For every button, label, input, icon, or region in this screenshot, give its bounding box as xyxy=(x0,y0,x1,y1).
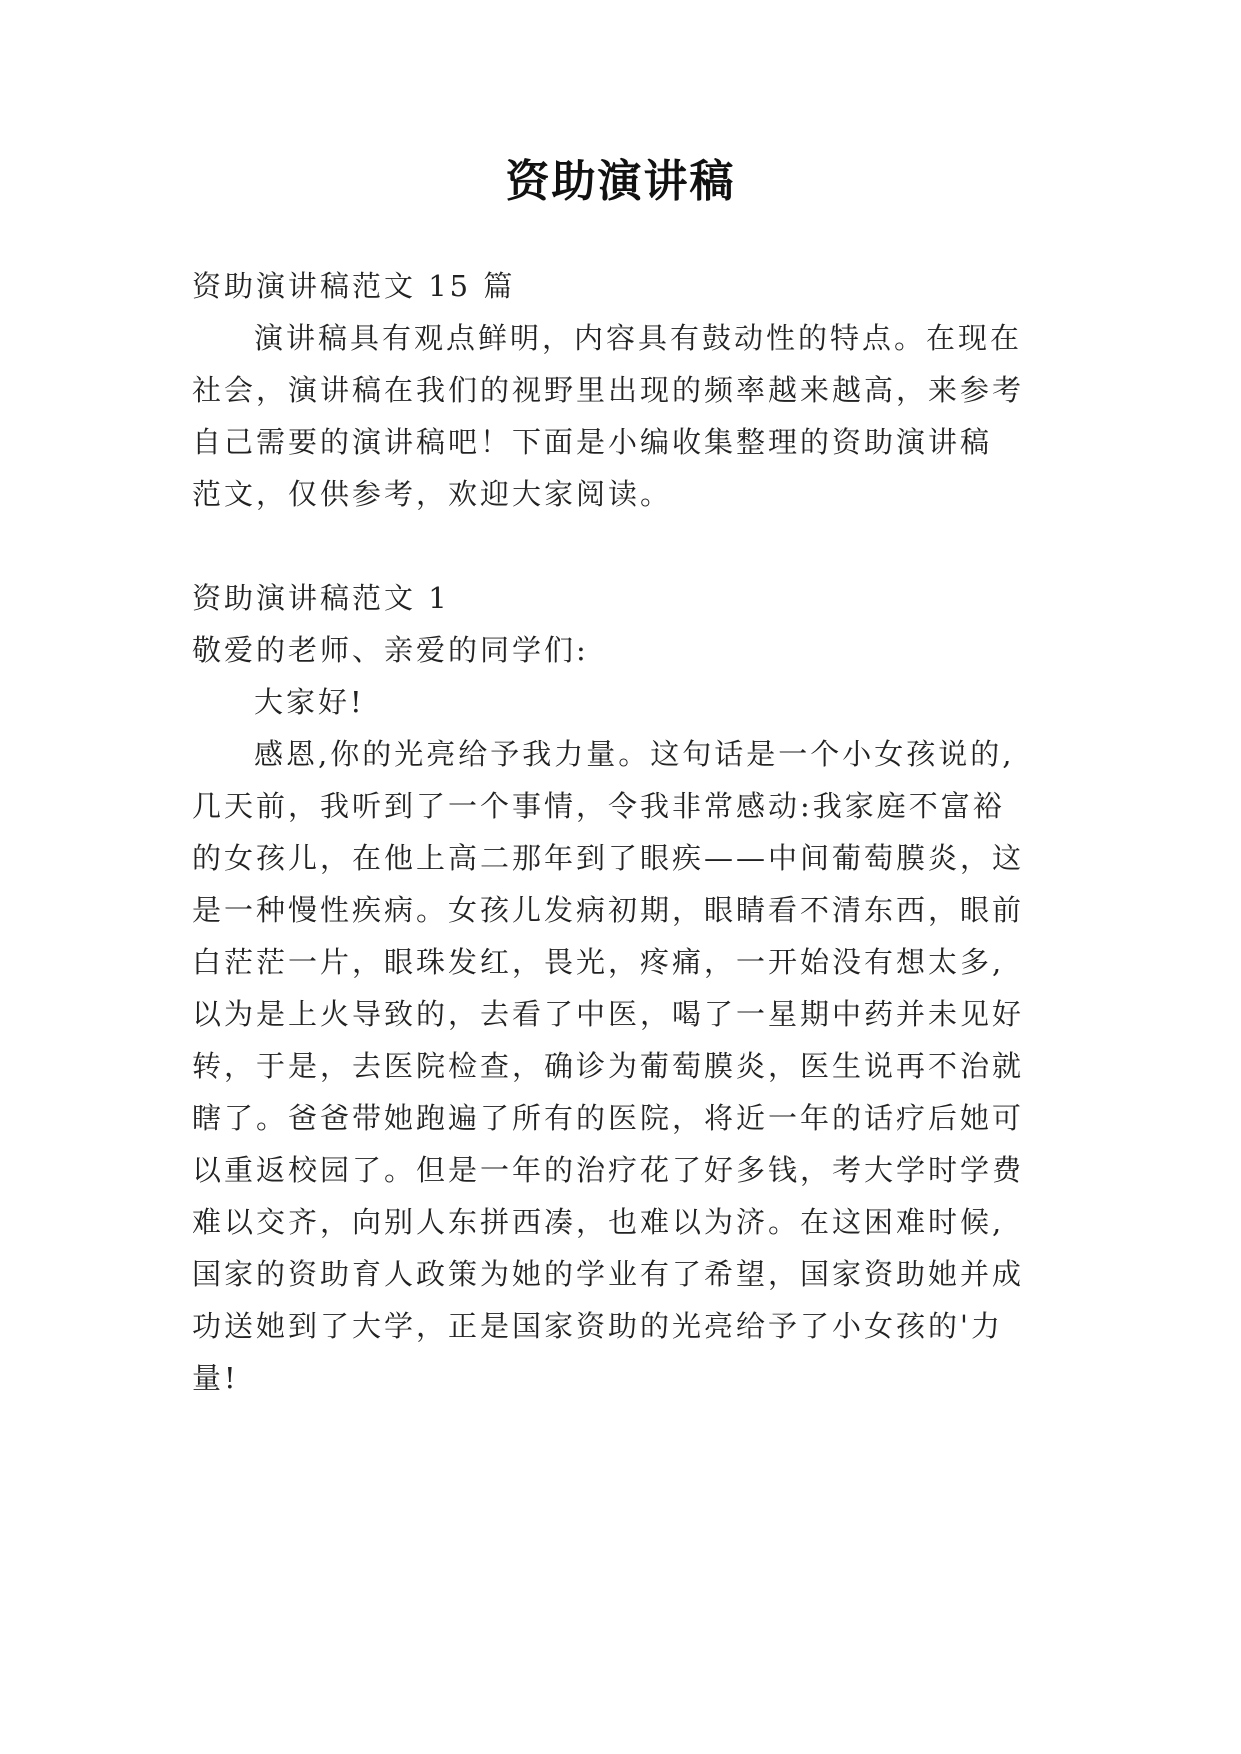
intro-line: 自己需要的演讲稿吧！下面是小编收集整理的资助演讲稿 xyxy=(192,425,993,459)
body-line: 国家的资助育人政策为她的学业有了希望，国家资助她并成 xyxy=(192,1257,1025,1291)
body-line: 的女孩儿，在他上高二那年到了眼疾——中间葡萄膜炎，这 xyxy=(192,841,1025,875)
body-line: 几天前，我听到了一个事情，令我非常感动:我家庭不富裕 xyxy=(192,789,1005,823)
body-line: 功送她到了大学，正是国家资助的光亮给予了小女孩的'力 xyxy=(192,1309,1003,1343)
body-line: 白茫茫一片，眼珠发红，畏光，疼痛，一开始没有想太多, xyxy=(192,945,1005,979)
intro-line: 演讲稿具有观点鲜明，内容具有鼓动性的特点。在现在 xyxy=(254,321,1023,355)
salutation: 敬爱的老师、亲爱的同学们: xyxy=(192,633,589,667)
intro-line: 社会，演讲稿在我们的视野里出现的频率越来越高，来参考 xyxy=(192,373,1025,407)
body-line: 以重返校园了。但是一年的治疗花了好多钱，考大学时学费 xyxy=(192,1153,1025,1187)
intro-line: 范文，仅供参考，欢迎大家阅读。 xyxy=(192,477,673,511)
section-heading: 资助演讲稿范文 1 xyxy=(192,581,450,615)
document-title: 资助演讲稿 xyxy=(505,156,736,207)
body-line: 转，于是，去医院检查，确诊为葡萄膜炎，医生说再不治就 xyxy=(192,1049,1025,1083)
body-line: 量! xyxy=(192,1361,239,1395)
body-line: 感恩,你的光亮给予我力量。这句话是一个小女孩说的, xyxy=(254,737,1015,771)
body-line: 瞎了。爸爸带她跑遍了所有的医院，将近一年的话疗后她可 xyxy=(192,1101,1025,1135)
greeting: 大家好! xyxy=(254,685,365,719)
body-line: 难以交齐，向别人东拼西凑，也难以为济。在这困难时候, xyxy=(192,1205,1005,1239)
body-line: 是一种慢性疾病。女孩儿发病初期，眼睛看不清东西，眼前 xyxy=(192,893,1025,927)
body-line: 以为是上火导致的，去看了中医，喝了一星期中药并未见好 xyxy=(192,997,1025,1031)
subtitle: 资助演讲稿范文 15 篇 xyxy=(192,269,516,303)
